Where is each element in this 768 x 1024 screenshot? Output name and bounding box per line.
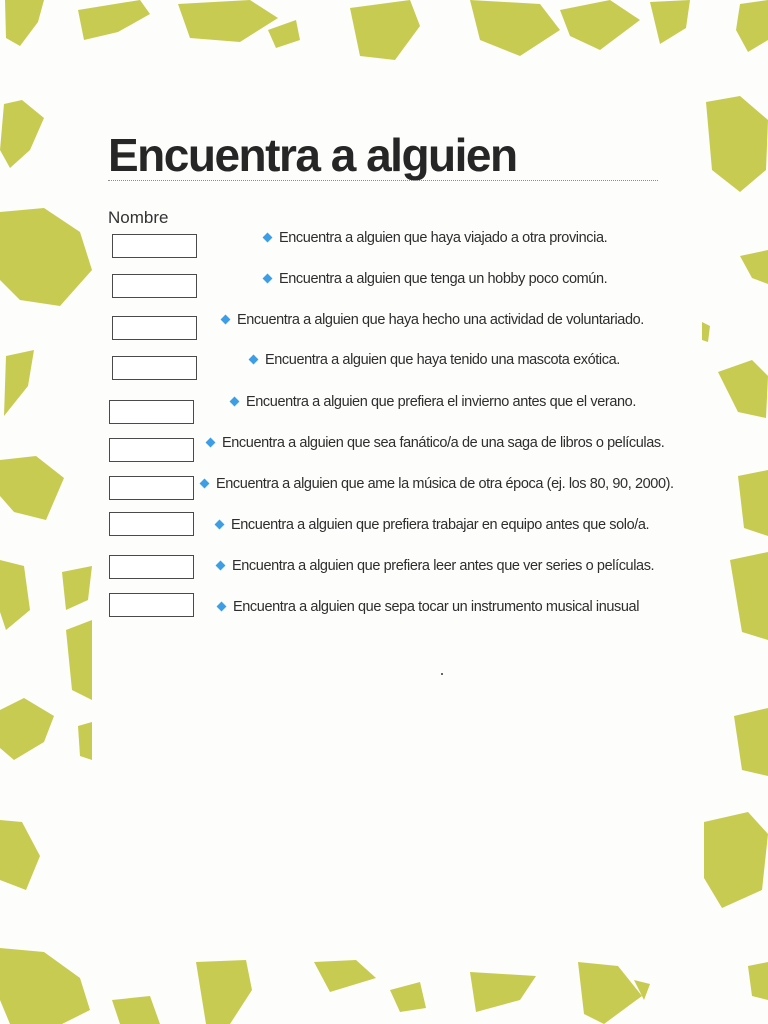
prompt-item — [207, 435, 664, 451]
name-column-label: Nombre — [108, 208, 169, 227]
diamond-bullet-icon — [263, 274, 273, 284]
name-box[interactable] — [112, 274, 197, 298]
diamond-bullet-icon — [215, 520, 225, 530]
prompt-text: Encuentra a alguien que sea fanático/a de una saga de libros o películas. — [222, 435, 665, 451]
name-box[interactable] — [112, 356, 197, 380]
prompt-item — [250, 352, 620, 368]
prompt-text: Encuentra a alguien que tenga un hobby poco común. — [279, 271, 608, 287]
prompt-text: Encuentra a alguien que sepa tocar un instrumento musical inusual — [233, 599, 640, 615]
page-title: Encuentra a alguien — [108, 129, 517, 181]
name-box[interactable] — [109, 476, 194, 500]
prompt-text: Encuentra a alguien que haya hecho una actividad de voluntariado. — [237, 312, 644, 328]
prompt-text: Encuentra a alguien que prefiera trabajar en equipo antes que solo/a. — [231, 517, 650, 533]
name-box[interactable] — [109, 512, 194, 536]
diamond-bullet-icon — [206, 438, 216, 448]
prompt-text: Encuentra a alguien que prefiera el invierno antes que el verano. — [246, 394, 636, 410]
prompt-item — [231, 394, 636, 410]
diamond-bullet-icon — [221, 315, 231, 325]
prompt-item — [264, 230, 607, 246]
diamond-bullet-icon — [249, 355, 259, 365]
prompt-text: Encuentra a alguien que ame la música de otra época (ej. los 80, 90, 2000). — [216, 476, 674, 492]
name-box[interactable] — [109, 555, 194, 579]
diamond-bullet-icon — [230, 397, 240, 407]
name-box[interactable] — [112, 316, 197, 340]
prompt-text: Encuentra a alguien que haya tenido una mascota exótica. — [265, 352, 620, 368]
prompt-item — [217, 558, 654, 574]
stray-dot — [441, 673, 443, 675]
prompt-item — [264, 271, 607, 287]
prompt-item — [222, 312, 644, 328]
prompt-item — [218, 599, 639, 615]
title-divider — [108, 180, 658, 181]
prompt-item — [216, 517, 649, 533]
name-box[interactable] — [109, 400, 194, 424]
name-box[interactable] — [112, 234, 197, 258]
prompt-text: Encuentra a alguien que prefiera leer antes que ver series o películas. — [232, 558, 655, 574]
diamond-bullet-icon — [200, 479, 210, 489]
diamond-bullet-icon — [216, 561, 226, 571]
name-box[interactable] — [109, 438, 194, 462]
diamond-bullet-icon — [217, 602, 227, 612]
name-box[interactable] — [109, 593, 194, 617]
prompt-item — [201, 476, 674, 492]
diamond-bullet-icon — [263, 233, 273, 243]
prompt-text: Encuentra a alguien que haya viajado a otra provincia. — [279, 230, 608, 246]
